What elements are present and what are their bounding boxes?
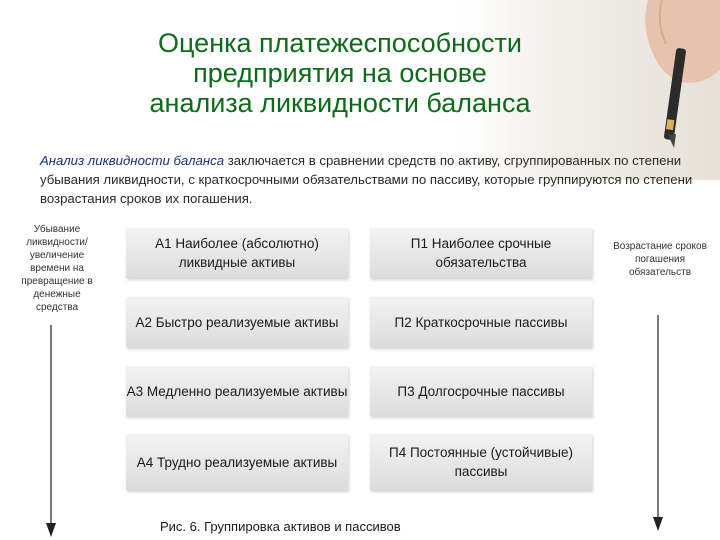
asset-box-a4: А4 Трудно реализуемые активы [126,434,348,490]
liability-box-p2: П2 Краткосрочные пассивы [370,297,592,347]
liability-box-p3: П3 Долгосрочные пассивы [370,366,592,416]
liquidity-decrease-note: Убывание ликвидности/ увеличение времени на превращение в денежные средства [21,224,93,313]
down-arrow-right-icon [652,315,664,533]
title-line-2: предприятия на основе [193,58,487,88]
asset-box-a1: А1 Наиболее (абсолютно) ликвидные активы [126,228,348,278]
maturity-increase-note: Возрастание сроков погашения обязательств [613,241,707,278]
figure-caption: Рис. 6. Группировка активов и пассивов [160,519,401,534]
page-title [100,28,580,118]
liability-box-p1: П1 Наиболее срочные обязательства [370,228,592,278]
asset-box-a3: А3 Медленно реализуемые активы [126,366,348,416]
title-line-1: Оценка платежеспособности [158,28,522,58]
down-arrow-left-icon [45,325,57,538]
title-line-3: анализа ликвидности баланса [149,88,531,118]
intro-emphasis: Анализ ликвидности баланса [40,153,225,168]
hand-with-pen-image [570,0,720,150]
intro-text: заключается в сравнении средств по активу, сгруппированных по степени убывания ликвидности, с краткосрочными обязательствами по пассиву, которые группируются по степени возрастания сроков их погашения. [40,153,693,206]
asset-box-a2: А2 Быстро реализуемые активы [126,297,348,347]
intro-paragraph [40,151,708,208]
liability-box-p4: П4 Постоянные (устойчивые) пассивы [370,434,592,490]
